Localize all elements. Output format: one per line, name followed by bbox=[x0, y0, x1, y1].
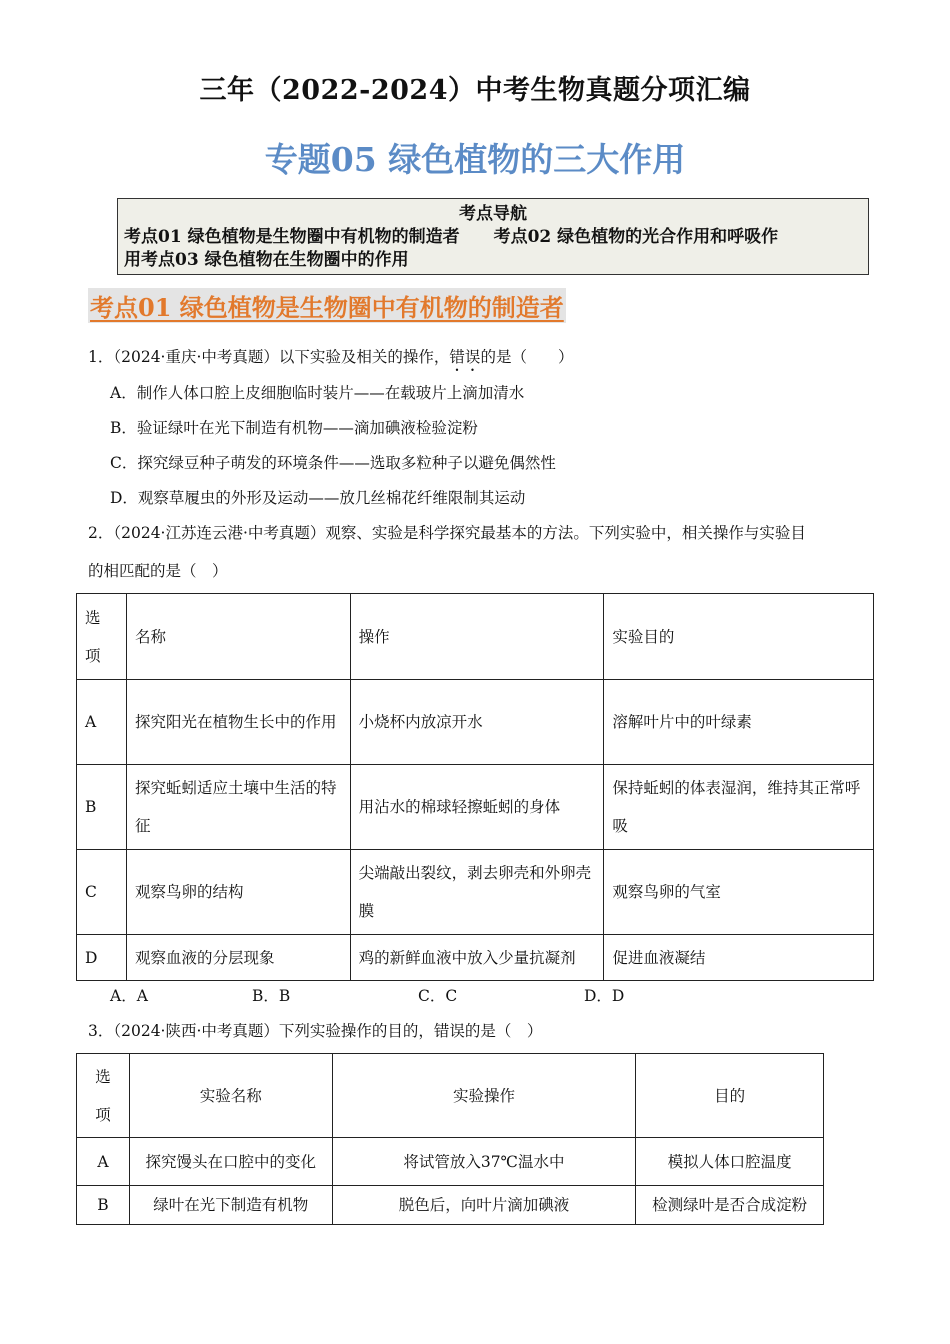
table-cell: 观察鸟卵的结构 bbox=[126, 850, 350, 935]
question-1-stem-end: 的是（ ） bbox=[480, 348, 574, 366]
question-1-option-c: C．探究绿豆种子萌发的环境条件——选取多粒种子以避免偶然性 bbox=[110, 454, 556, 472]
table-cell: 探究蚯蚓适应土壤中生活的特征 bbox=[126, 765, 350, 850]
question-1-option-a: A．制作人体口腔上皮细胞临时装片——在载玻片上滴加清水 bbox=[110, 384, 525, 402]
question-2-choice-c: C．C bbox=[418, 987, 458, 1005]
table-row bbox=[77, 935, 874, 981]
table-header-cell: 目的 bbox=[636, 1054, 824, 1138]
section-heading: 考点01 绿色植物是生物圈中有机物的制造者 bbox=[88, 288, 566, 323]
table-cell: 溶解叶片中的叶绿素 bbox=[604, 680, 874, 765]
question-2-stem-line-2: 的相匹配的是（ ） bbox=[88, 562, 228, 580]
table-row bbox=[77, 680, 874, 765]
table-row bbox=[77, 1186, 824, 1225]
table-cell: 观察血液的分层现象 bbox=[126, 935, 350, 981]
table-header-cell: 选项 bbox=[77, 1054, 130, 1138]
question-1-option-d: D．观察草履虫的外形及运动——放几丝棉花纤维限制其运动 bbox=[110, 489, 526, 507]
table-row bbox=[77, 1138, 824, 1186]
question-1-option-b: B．验证绿叶在光下制造有机物——滴加碘液检验淀粉 bbox=[110, 419, 478, 437]
table-cell: 脱色后，向叶片滴加碘液 bbox=[332, 1186, 636, 1225]
main-title: 三年（2022-2024）中考生物真题分项汇编 bbox=[199, 75, 751, 106]
navigation-line-2: 用考点03 绿色植物在生物圈中的作用 bbox=[124, 250, 409, 270]
question-2-choice-b: B．B bbox=[252, 987, 291, 1005]
table-header-cell: 操作 bbox=[350, 594, 604, 680]
table-cell: 促进血液凝结 bbox=[604, 935, 874, 981]
table-cell: 将试管放入37℃温水中 bbox=[332, 1138, 636, 1186]
table-cell: A bbox=[77, 680, 127, 765]
question-3-table bbox=[76, 1053, 824, 1225]
table-header-cell: 实验目的 bbox=[604, 594, 874, 680]
table-header-row bbox=[77, 1054, 824, 1138]
table-header-cell: 名称 bbox=[126, 594, 350, 680]
table-row bbox=[77, 850, 874, 935]
question-2-table bbox=[76, 593, 874, 981]
question-1-emphasis: 错误 bbox=[449, 348, 481, 366]
topic-navigation-box bbox=[117, 198, 869, 275]
topic-title: 专题05 绿色植物的三大作用 bbox=[264, 140, 686, 179]
navigation-line-1: 考点01 绿色植物是生物圈中有机物的制造者 考点02 绿色植物的光合作用和呼吸作 bbox=[124, 227, 779, 247]
table-header-row bbox=[77, 594, 874, 680]
table-cell: 尖端敲出裂纹，剥去卵壳和外卵壳膜 bbox=[350, 850, 604, 935]
table-cell: 观察鸟卵的气室 bbox=[604, 850, 874, 935]
table-cell: 模拟人体口腔温度 bbox=[636, 1138, 824, 1186]
table-cell: 绿叶在光下制造有机物 bbox=[129, 1186, 332, 1225]
navigation-title: 考点导航 bbox=[459, 204, 527, 224]
question-2-stem-line-1: 2．（2024·江苏连云港·中考真题）观察、实验是科学探究最基本的方法。下列实验中，相关操作与实验目 bbox=[88, 524, 806, 542]
question-3-stem: 3．（2024·陕西·中考真题）下列实验操作的目的，错误的是（ ） bbox=[88, 1022, 543, 1040]
question-1-stem bbox=[88, 346, 573, 375]
table-header-cell: 选项 bbox=[77, 594, 127, 680]
table-cell: B bbox=[77, 765, 127, 850]
table-header-cell: 实验名称 bbox=[129, 1054, 332, 1138]
table-cell: 用沾水的棉球轻擦蚯蚓的身体 bbox=[350, 765, 604, 850]
table-cell: A bbox=[77, 1138, 130, 1186]
table-cell: 鸡的新鲜血液中放入少量抗凝剂 bbox=[350, 935, 604, 981]
table-cell: C bbox=[77, 850, 127, 935]
question-1-stem-text: 1．（2024·重庆·中考真题）以下实验及相关的操作， bbox=[88, 348, 450, 366]
table-header-cell: 实验操作 bbox=[332, 1054, 636, 1138]
table-cell: 保持蚯蚓的体表湿润，维持其正常呼吸 bbox=[604, 765, 874, 850]
question-2-choice-a: A．A bbox=[110, 987, 148, 1005]
table-row bbox=[77, 765, 874, 850]
question-2-choice-d: D．D bbox=[584, 987, 625, 1005]
table-cell: D bbox=[77, 935, 127, 981]
table-cell: 探究阳光在植物生长中的作用 bbox=[126, 680, 350, 765]
table-cell: 小烧杯内放凉开水 bbox=[350, 680, 604, 765]
table-cell: B bbox=[77, 1186, 130, 1225]
table-cell: 检测绿叶是否合成淀粉 bbox=[636, 1186, 824, 1225]
table-cell: 探究馒头在口腔中的变化 bbox=[129, 1138, 332, 1186]
